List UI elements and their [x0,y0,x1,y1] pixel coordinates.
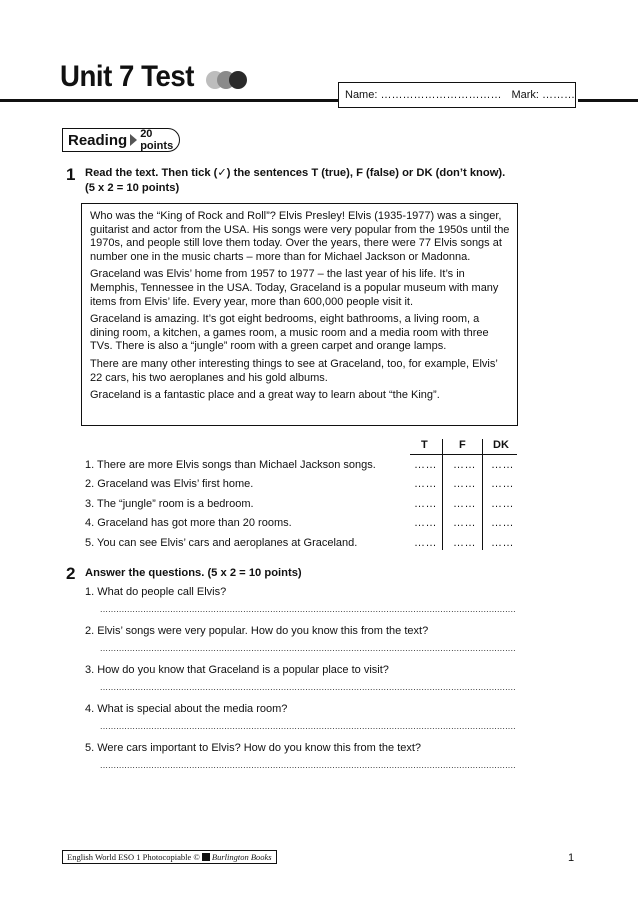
unit-circles-icon [205,70,251,90]
page-title: Unit 7 Test [60,60,194,93]
exercise-1-instruction-line2: (5 x 2 = 10 points) [85,182,180,194]
table-divider [482,439,483,550]
statement-4: 4. Graceland has got more than 20 rooms. [85,517,292,529]
answer-line-4[interactable]: .......................................................................................................................................................... [100,721,516,731]
answer-dk-1[interactable]: …… [491,459,514,471]
answer-f-4[interactable]: …… [453,517,476,529]
reading-text-box [81,203,518,426]
question-1: 1. What do people call Elvis? [85,586,227,598]
column-header-dk: DK [493,439,509,451]
section-points: 20 points [140,128,174,152]
statement-2: 2. Graceland was Elvis’ first home. [85,478,254,490]
copyright-text: English World ESO 1 Photocopiable © [67,852,200,862]
statement-3: 3. The “jungle” room is a bedroom. [85,498,254,510]
title-underline [0,99,340,102]
publisher-logo-icon [202,853,210,861]
reading-paragraph: Graceland is a fantastic place and a great way to learn about “the King”. [90,389,440,402]
exercise-1-number: 1 [66,165,76,184]
name-field[interactable]: Name: …………………………… [345,89,502,101]
answer-f-5[interactable]: …… [453,537,476,549]
answer-dk-4[interactable]: …… [491,517,514,529]
title-underline-right [578,99,638,102]
answer-line-3[interactable]: .......................................................................................................................................................... [100,682,516,692]
answer-f-3[interactable]: …… [453,498,476,510]
footer-copyright [62,850,277,864]
exercise-1-instruction [85,166,505,196]
answer-t-3[interactable]: …… [414,498,437,510]
question-3: 3. How do you know that Graceland is a popular place to visit? [85,664,389,676]
answer-t-1[interactable]: …… [414,459,437,471]
mark-field[interactable]: Mark: ……… [511,89,576,101]
answer-line-1[interactable]: .......................................................................................................................................................... [100,604,516,614]
reading-paragraph: Graceland was Elvis’ home from 1957 to 1977 – the last year of his life. It’s in Memphis, Tennessee in the USA. Today, Graceland is a popular museum with many items from Elvis’ life. Every year, more than 600,000 people visit it. [90,268,499,308]
page-number: 1 [568,852,575,864]
question-2: 2. Elvis’ songs were very popular. How do you know this from the text? [85,625,429,637]
answer-dk-5[interactable]: …… [491,537,514,549]
section-tab [62,128,180,152]
answer-f-1[interactable]: …… [453,459,476,471]
name-mark-box[interactable] [338,82,576,108]
reading-paragraph: Graceland is amazing. It’s got eight bedrooms, eight bathrooms, a living room, a dining room, a kitchen, a games room, a music room and a media room with three TVs. There is also a “jungle” room with a green carpet and orange lamps. [90,313,489,353]
answer-f-2[interactable]: …… [453,478,476,490]
question-4: 4. What is special about the media room? [85,703,288,715]
answer-t-4[interactable]: …… [414,517,437,529]
statement-1: 1. There are more Elvis songs than Michael Jackson songs. [85,459,376,471]
arrow-right-icon [130,134,137,146]
answer-line-5[interactable]: .......................................................................................................................................................... [100,760,516,770]
exercise-1-instruction-line1: Read the text. Then tick (✓) the sentences T (true), F (false) or DK (don’t know). [85,167,506,179]
exercise-2-instruction: Answer the questions. (5 x 2 = 10 points) [85,567,302,579]
reading-paragraph: Who was the “King of Rock and Roll”? Elvis Presley! Elvis (1935-1977) was a singer, guitarist and actor from the USA. His songs were very popular from the 1950s until the 1970s, and people still love them today. Over the years, there were 77 Elvis songs at number one in the music charts – more than for Michael Jackson or Madonna. [90,210,510,263]
reading-paragraph: There are many other interesting things to see at Graceland, too, for example, Elvis’ 22 cars, his two aeroplanes and his gold albums. [90,357,498,384]
answer-t-5[interactable]: …… [414,537,437,549]
section-label: Reading [68,131,128,149]
publisher-name: Burlington Books [211,852,272,862]
answer-line-2[interactable]: .......................................................................................................................................................... [100,643,516,653]
column-header-t: T [421,439,428,451]
statement-5: 5. You can see Elvis’ cars and aeroplanes at Graceland. [85,537,358,549]
question-5: 5. Were cars important to Elvis? How do you know this from the text? [85,742,422,754]
answer-dk-3[interactable]: …… [491,498,514,510]
exercise-2-number: 2 [66,564,76,583]
table-divider [442,439,443,550]
table-header-rule [410,454,517,455]
answer-t-2[interactable]: …… [414,478,437,490]
answer-dk-2[interactable]: …… [491,478,514,490]
column-header-f: F [459,439,466,451]
